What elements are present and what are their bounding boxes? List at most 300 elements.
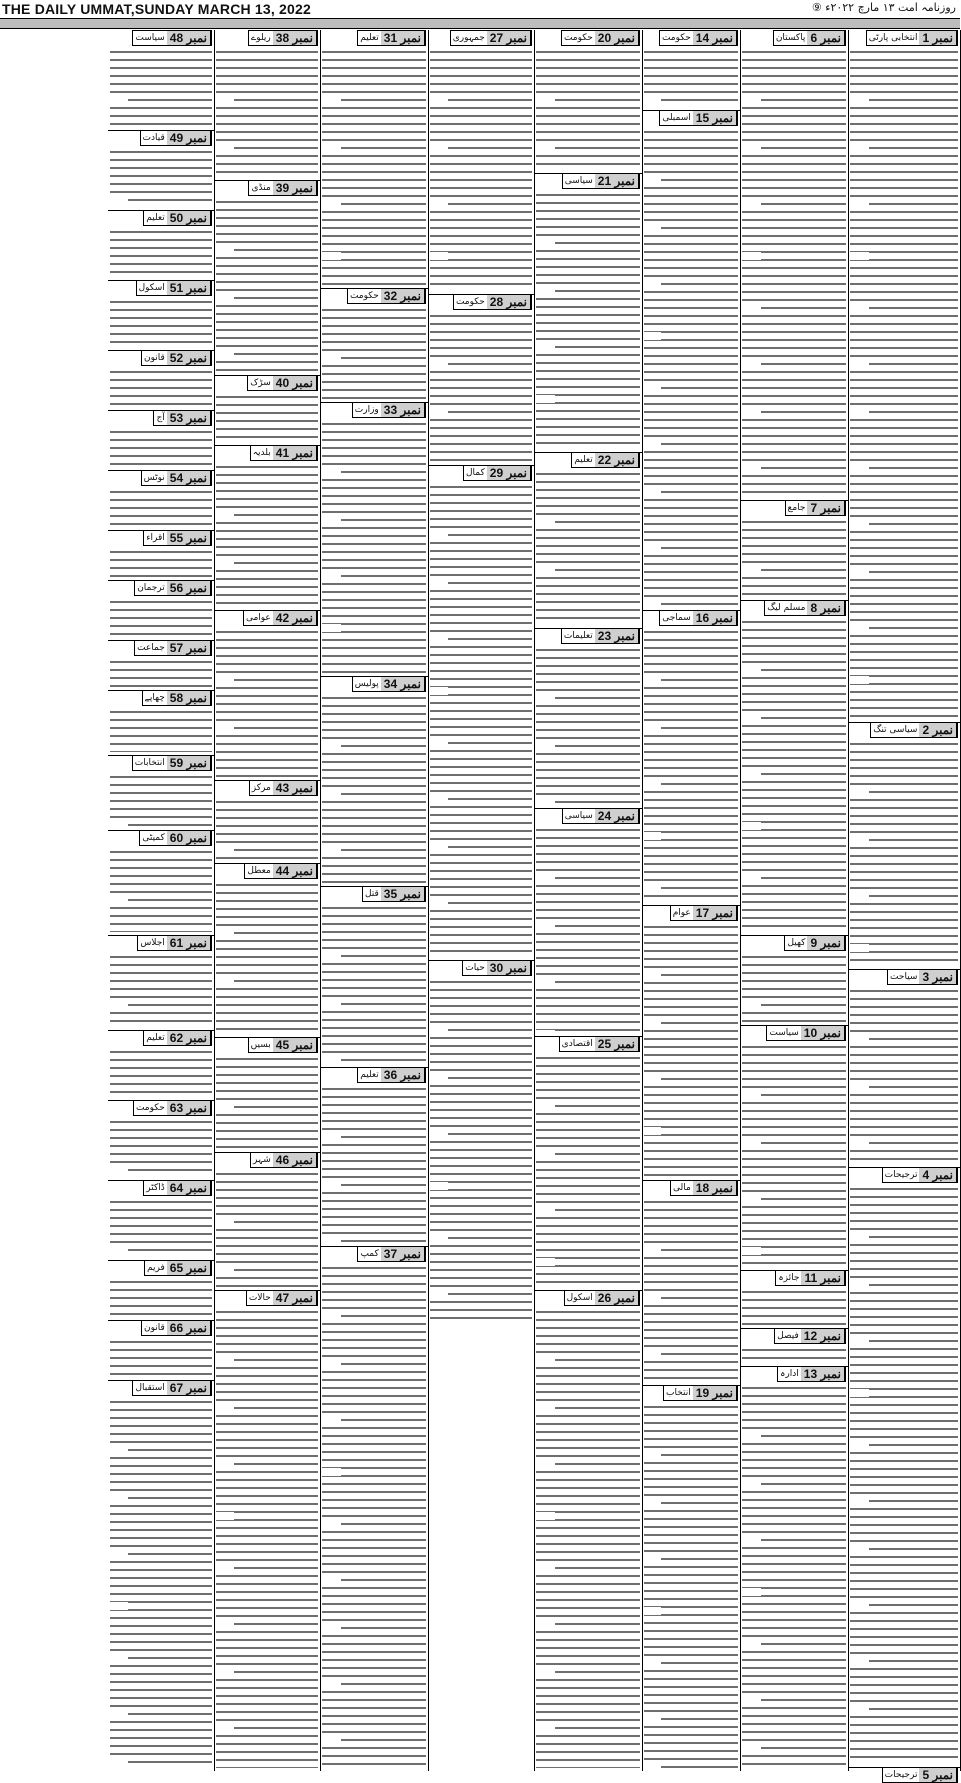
article-header — [777, 1366, 846, 1382]
article-number: نمبر 17 — [693, 906, 737, 920]
article-number-badge — [250, 1152, 318, 1168]
article-header — [870, 722, 958, 738]
article-label: معطل — [247, 866, 271, 876]
article-body-text — [110, 548, 212, 577]
article-body-text — [110, 1278, 212, 1317]
article-body-text — [110, 1118, 212, 1177]
article-body-text — [216, 48, 318, 177]
article-number-badge — [143, 530, 212, 546]
article-header — [450, 30, 532, 46]
article-number-badge — [784, 935, 846, 951]
article-header — [153, 410, 212, 426]
article-label: سڑک — [250, 378, 271, 388]
article-number-badge — [561, 30, 640, 46]
article-header — [143, 530, 212, 546]
article-body-text — [110, 1048, 212, 1097]
article-header — [134, 640, 212, 656]
article — [642, 110, 740, 610]
article-body-text — [110, 298, 212, 347]
column-3 — [642, 30, 741, 1771]
article-header — [784, 935, 846, 951]
article-header — [882, 1167, 958, 1183]
article — [108, 1380, 214, 1771]
article-number: نمبر 6 — [807, 31, 845, 45]
article-label: اسمبلی — [662, 113, 691, 123]
article-number-badge — [244, 863, 318, 879]
article-label: حکومت — [135, 1103, 165, 1113]
article — [108, 755, 214, 830]
article-number: نمبر 32 — [381, 289, 425, 303]
article-header — [357, 1067, 426, 1083]
article-header — [766, 1025, 846, 1041]
article — [740, 600, 848, 935]
article-header — [246, 1290, 318, 1306]
article-number-badge — [248, 1037, 318, 1053]
article-label: ریلوے — [251, 33, 271, 43]
article-number-badge — [134, 580, 212, 596]
article-header — [663, 1385, 738, 1401]
article-number-badge — [243, 610, 318, 626]
article-label: کمپ — [360, 1249, 379, 1259]
article-header — [357, 30, 426, 46]
article — [642, 610, 740, 905]
article — [534, 1290, 642, 1771]
article — [740, 1328, 848, 1366]
article — [642, 905, 740, 1180]
article-number: نمبر 13 — [801, 1367, 845, 1381]
article — [214, 445, 320, 610]
article-label: اجلاس — [140, 938, 165, 948]
article-body-text — [216, 1308, 318, 1768]
article — [428, 960, 534, 1328]
column-7 — [214, 30, 321, 1771]
article-label: بلدیہ — [252, 448, 271, 458]
article-number: نمبر 62 — [167, 1031, 211, 1045]
article-number-badge — [137, 935, 212, 951]
article-number-badge — [133, 1100, 212, 1116]
article-label: استقبال — [135, 1383, 165, 1393]
article-label: اقراء — [146, 533, 165, 543]
article-number: نمبر 10 — [801, 1026, 845, 1040]
article-label: جامع — [787, 503, 806, 513]
article-header — [143, 1180, 212, 1196]
article — [642, 1385, 740, 1771]
article-number: نمبر 14 — [693, 31, 737, 45]
article-body-text — [644, 1198, 738, 1382]
article-number: نمبر 61 — [167, 936, 211, 950]
article-body-text — [742, 953, 846, 1022]
article-number-badge — [141, 350, 212, 366]
article-number-badge — [882, 1767, 958, 1783]
article — [320, 1067, 428, 1246]
article-header — [136, 280, 212, 296]
article-header — [248, 30, 318, 46]
article-label: تعلیم — [146, 213, 165, 223]
article-number-badge — [866, 30, 958, 46]
article-number-badge — [659, 30, 738, 46]
article-label: اقتصادی — [561, 1039, 593, 1049]
article — [848, 1767, 960, 1782]
article-number-badge — [153, 410, 212, 426]
article-header — [670, 1180, 738, 1196]
article-number: نمبر 38 — [273, 31, 317, 45]
article-number: نمبر 15 — [693, 111, 737, 125]
article-header — [774, 1328, 846, 1344]
article-number-badge — [142, 690, 212, 706]
article-number: نمبر 45 — [273, 1038, 317, 1052]
article-body-text — [322, 420, 426, 673]
article-label: مرکز — [251, 783, 271, 793]
article-body-text — [110, 368, 212, 407]
article-body-text — [216, 1055, 318, 1149]
article-label: سیاحت — [890, 972, 918, 982]
article-number-badge — [144, 1260, 212, 1276]
article-number: نمبر 63 — [167, 1101, 211, 1115]
article-number: نمبر 53 — [167, 411, 211, 425]
article-number-badge — [559, 1036, 640, 1052]
article-header — [463, 465, 532, 481]
article-number: نمبر 39 — [273, 181, 317, 195]
article-body-text — [430, 48, 532, 291]
article-number: نمبر 30 — [487, 961, 531, 975]
article-header — [887, 969, 958, 985]
article-header — [659, 30, 738, 46]
article-number: نمبر 18 — [693, 1181, 737, 1195]
article-number-badge — [870, 722, 958, 738]
article-label: حکومت — [661, 33, 691, 43]
article-number-badge — [571, 452, 640, 468]
article-header — [244, 863, 318, 879]
article-label: پولیس — [354, 679, 379, 689]
article — [108, 470, 214, 530]
article-number-badge — [887, 969, 958, 985]
article-header — [347, 288, 426, 304]
article-number: نمبر 43 — [273, 781, 317, 795]
article-header — [132, 1380, 212, 1396]
article — [108, 830, 214, 935]
article — [108, 410, 214, 470]
article — [320, 676, 428, 886]
article — [642, 30, 740, 110]
article — [320, 402, 428, 676]
article-label: ادارہ — [780, 1369, 799, 1379]
article-number: نمبر 31 — [381, 31, 425, 45]
article — [108, 690, 214, 755]
article-body-text — [110, 848, 212, 932]
article — [214, 1037, 320, 1152]
article-body-text — [536, 48, 640, 170]
article-number-badge — [453, 294, 532, 310]
article-number: نمبر 65 — [167, 1261, 211, 1275]
article-number: نمبر 42 — [273, 611, 317, 625]
article-number: نمبر 34 — [381, 677, 425, 691]
article-label: کمیٹی — [142, 833, 165, 843]
article-number: نمبر 5 — [919, 1768, 957, 1782]
article-label: قتل — [364, 889, 379, 899]
article — [848, 30, 960, 722]
article-header — [362, 886, 426, 902]
article-header — [775, 1270, 846, 1286]
article-header — [141, 350, 212, 366]
article-header — [562, 173, 640, 189]
article-label: حالات — [248, 1293, 271, 1303]
article-number: نمبر 37 — [381, 1247, 425, 1261]
article-number-badge — [246, 1290, 318, 1306]
article-body-text — [742, 1346, 846, 1363]
article-number-badge — [249, 780, 318, 796]
article — [534, 628, 642, 808]
article-number: نمبر 1 — [919, 31, 957, 45]
article-label: سیاسی — [564, 176, 593, 186]
article-label: کھیل — [787, 938, 806, 948]
article-body-text — [110, 598, 212, 637]
article-number: نمبر 27 — [487, 31, 531, 45]
article — [428, 294, 534, 465]
article-label: تعلیم — [574, 455, 593, 465]
article-label: انتخابات — [134, 758, 165, 768]
article-body-text — [536, 1308, 640, 1768]
article-body-text — [110, 1338, 212, 1377]
article — [108, 280, 214, 350]
article-header — [462, 960, 532, 976]
article-header — [248, 180, 318, 196]
article-label: قانون — [143, 1323, 165, 1333]
article-label: شہر — [253, 1155, 271, 1165]
article-body-text — [110, 658, 212, 687]
article-number-badge — [139, 830, 212, 846]
article-body-text — [322, 48, 426, 285]
article-number-badge — [357, 1246, 426, 1262]
article-header — [352, 402, 426, 418]
article-body-text — [742, 518, 846, 597]
article — [642, 1180, 740, 1385]
article-number: نمبر 35 — [381, 887, 425, 901]
article-label: اسکول — [566, 1293, 593, 1303]
article-number-badge — [143, 210, 212, 226]
article — [740, 1366, 848, 1771]
article-number: نمبر 16 — [693, 611, 737, 625]
article — [534, 452, 642, 628]
article-number-badge — [141, 470, 212, 486]
article-body-text — [110, 953, 212, 1027]
article-header — [248, 1037, 318, 1053]
article-number-badge — [140, 130, 212, 146]
article-label: ترجیحات — [884, 1770, 918, 1780]
article-label: مسلم لیگ — [767, 603, 806, 613]
article-number-badge — [663, 1385, 738, 1401]
article-number-badge — [462, 960, 532, 976]
article-number-badge — [347, 288, 426, 304]
article — [108, 530, 214, 580]
article-body-text — [536, 470, 640, 625]
article-label: عوامی — [245, 613, 271, 623]
article-body-text — [850, 1185, 958, 1764]
article-header — [785, 500, 846, 516]
article-label: حیات — [465, 963, 485, 973]
article-label: عوام — [672, 908, 691, 918]
article-body-text — [536, 1054, 640, 1287]
article-label: ڈاکٹر — [146, 1183, 165, 1193]
article-number-badge — [777, 1366, 846, 1382]
article-body-text — [644, 1403, 738, 1768]
article-header — [141, 470, 212, 486]
urdu-title: ⑨ روزنامہ امت ۱۳ مارچ ۲۰۲۲ء — [811, 1, 956, 14]
article-number: نمبر 28 — [487, 295, 531, 309]
article-label: منڈی — [251, 183, 271, 193]
article-number-badge — [132, 755, 212, 771]
article — [534, 30, 642, 173]
article-body-text — [536, 826, 640, 1033]
article-header — [764, 600, 846, 616]
article-header — [562, 808, 640, 824]
article-label: قیادت — [142, 133, 165, 143]
article — [108, 640, 214, 690]
article-number-badge — [670, 905, 738, 921]
article-body-text — [216, 463, 318, 607]
article-label: کمال — [466, 468, 485, 478]
article-header — [250, 1152, 318, 1168]
article-number-badge — [352, 676, 426, 692]
article-number: نمبر 2 — [919, 723, 957, 737]
article — [428, 30, 534, 294]
article-number-badge — [141, 1320, 212, 1336]
article-body-text — [216, 393, 318, 442]
article — [740, 500, 848, 600]
article-header — [134, 580, 212, 596]
article — [108, 350, 214, 410]
article-header — [144, 1260, 212, 1276]
article-body-text — [850, 48, 958, 719]
article-label: نوٹس — [143, 473, 165, 483]
article-number-badge — [134, 640, 212, 656]
article-label: قانون — [143, 353, 165, 363]
article-body-text — [110, 773, 212, 827]
article-number-badge — [362, 886, 426, 902]
article-label: ترجیحات — [884, 1170, 918, 1180]
article-label: جمہوری — [452, 33, 485, 43]
article-body-text — [430, 978, 532, 1325]
article-number-badge — [562, 808, 640, 824]
article-number: نمبر 54 — [167, 471, 211, 485]
article — [320, 1246, 428, 1771]
article-number: نمبر 8 — [807, 601, 845, 615]
article-number-badge — [357, 30, 426, 46]
article-number-badge — [659, 110, 738, 126]
article-header — [866, 30, 958, 46]
article-body-text — [644, 48, 738, 107]
article-body-text — [322, 694, 426, 883]
article-number: نمبر 26 — [595, 1291, 639, 1305]
article-number: نمبر 55 — [167, 531, 211, 545]
article-header — [773, 30, 846, 46]
article-number-badge — [248, 180, 318, 196]
article-body-text — [216, 1170, 318, 1287]
article-number: نمبر 29 — [487, 466, 531, 480]
article-label: پاکستان — [775, 33, 806, 43]
article-body-text — [536, 646, 640, 805]
article-header — [453, 294, 532, 310]
article-header — [142, 690, 212, 706]
article-number: نمبر 48 — [167, 31, 211, 45]
article-number-badge — [774, 1328, 846, 1344]
article-header — [132, 755, 212, 771]
article-number: نمبر 60 — [167, 831, 211, 845]
article-label: فیصل — [777, 1331, 799, 1341]
article-label: حکومت — [349, 291, 379, 301]
column-6 — [320, 30, 429, 1771]
article-label: مالی — [672, 1183, 691, 1193]
article-body-text — [216, 628, 318, 777]
article-label: انتخاب — [666, 1388, 691, 1398]
article-number: نمبر 58 — [167, 691, 211, 705]
article-label: سماجی — [662, 613, 691, 623]
article-number: نمبر 7 — [807, 501, 845, 515]
article-label: جائزہ — [778, 1273, 800, 1283]
article — [214, 1290, 320, 1771]
article-number: نمبر 67 — [167, 1381, 211, 1395]
article-body-text — [216, 198, 318, 372]
article — [740, 30, 848, 500]
article-number-badge — [882, 1167, 958, 1183]
article-header — [143, 210, 212, 226]
column-8 — [108, 30, 215, 1771]
article-header — [132, 30, 212, 46]
article-header — [140, 130, 212, 146]
article-number: نمبر 47 — [273, 1291, 317, 1305]
article-label: تعلیمات — [563, 631, 593, 641]
article-number: نمبر 33 — [381, 403, 425, 417]
article — [848, 1167, 960, 1767]
article-body-text — [110, 1398, 212, 1768]
article — [848, 722, 960, 969]
english-title: THE DAILY UMMAT,SUNDAY MARCH 13, 2022 — [2, 1, 311, 17]
article-header — [243, 610, 318, 626]
article — [108, 1320, 214, 1380]
article-number-badge — [775, 1270, 846, 1286]
article — [214, 180, 320, 375]
article-body-text — [850, 987, 958, 1164]
article-header — [571, 452, 640, 468]
article-number-badge — [132, 1380, 212, 1396]
article-number: نمبر 3 — [919, 970, 957, 984]
article-body-text — [644, 628, 738, 902]
article — [428, 465, 534, 960]
article-label: آج — [156, 413, 165, 423]
article-number: نمبر 57 — [167, 641, 211, 655]
article-label: انتخابی پارٹی — [868, 33, 918, 43]
article-body-text — [536, 191, 640, 449]
article-body-text — [110, 708, 212, 752]
article-body-text — [742, 618, 846, 932]
article-number-badge — [766, 1025, 846, 1041]
article-number: نمبر 22 — [595, 453, 639, 467]
article — [214, 863, 320, 1037]
header-band — [0, 19, 960, 29]
article-body-text — [742, 48, 846, 497]
article-number-badge — [250, 445, 318, 461]
article-header — [882, 1767, 958, 1783]
article-header — [247, 375, 318, 391]
article-header — [357, 1246, 426, 1262]
article-number: نمبر 19 — [693, 1386, 737, 1400]
article — [214, 610, 320, 780]
article-header — [559, 1036, 640, 1052]
article-number-badge — [785, 500, 846, 516]
article-body-text — [216, 798, 318, 860]
article-body-text — [742, 1288, 846, 1325]
article-header — [659, 610, 738, 626]
article-number: نمبر 23 — [595, 629, 639, 643]
